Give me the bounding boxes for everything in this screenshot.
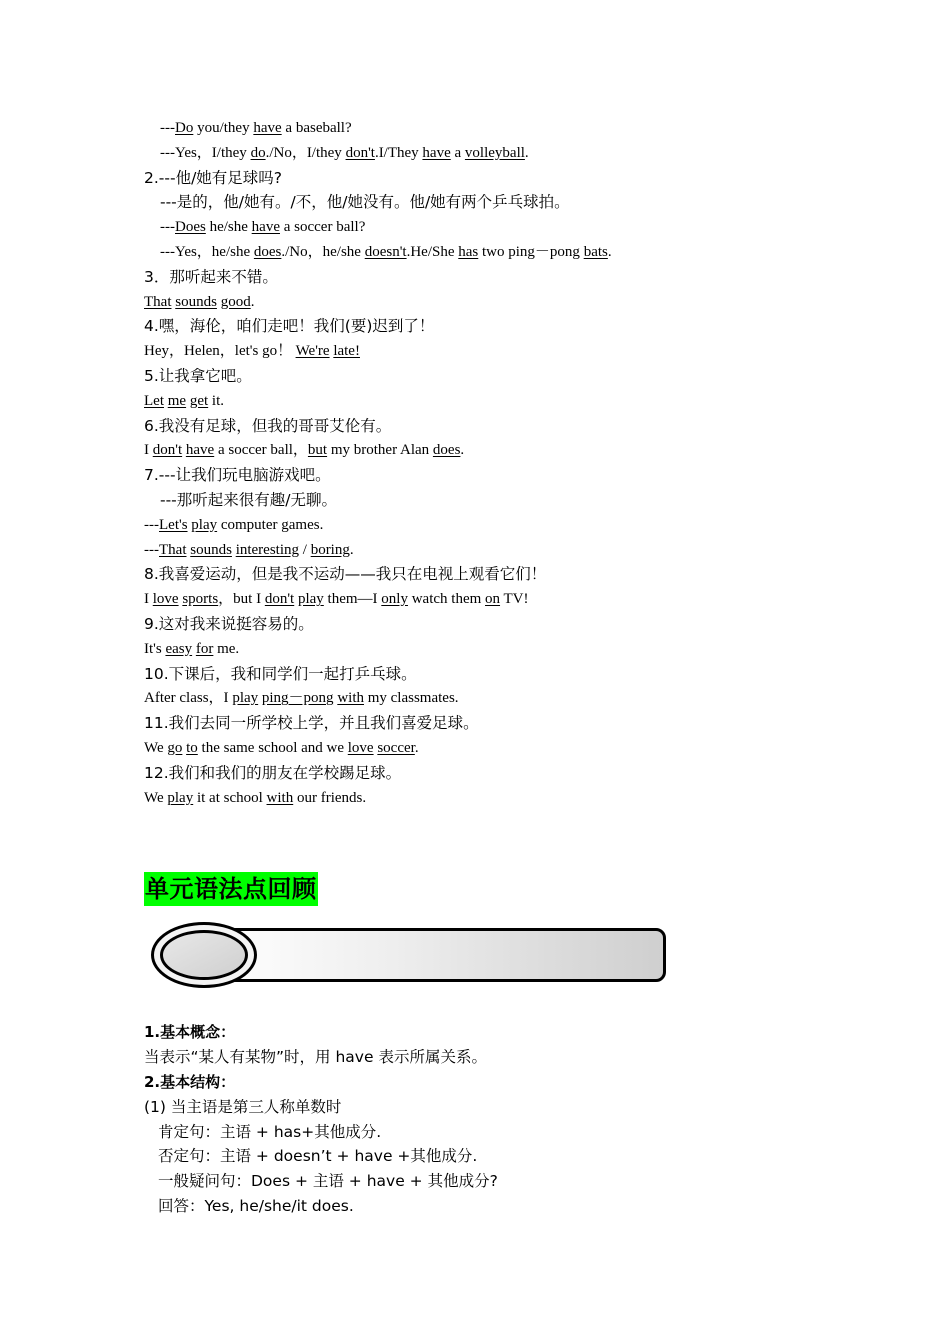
text-line: ---Do you/they have a baseball?	[160, 120, 352, 136]
text-line: ---那听起来很有趣/无聊。	[160, 490, 338, 509]
text-line: 5.让我拿它吧。	[144, 366, 252, 385]
text-line: After class，I play ping－pong with my classmates.	[144, 690, 459, 707]
grammar-text: 否定句：主语 + doesn’t + have +其他成分.	[158, 1147, 478, 1166]
section-heading-row	[144, 870, 844, 908]
grammar-heading-2: 2.基本结构：	[144, 1072, 236, 1091]
text-line: Hey，Helen，let's go！ We're late!	[144, 343, 360, 360]
text-line: 3．那听起来不错。	[144, 267, 278, 286]
text-line: ---Does he/she have a soccer ball?	[160, 219, 366, 236]
spacer	[144, 810, 844, 870]
section-heading: 单元语法点回顾	[144, 872, 318, 906]
text-line: I don't have a soccer ball，but my brother Alan does.	[144, 442, 465, 459]
text-line: It's easy for me.	[144, 640, 240, 657]
grammar-text: 当表示“某人有某物”时，用 have 表示所属关系。	[144, 1048, 487, 1067]
text-line: 6.我没有足球，但我的哥哥艾伦有。	[144, 416, 392, 435]
text-line: 11.我们去同一所学校上学，并且我们喜爱足球。	[144, 714, 479, 733]
text-line: ---Yes，he/she does./No，he/she doesn't.He/She has two ping－pong bats.	[160, 243, 612, 260]
text-line: We play it at school with our friends.	[144, 789, 367, 806]
grammar-heading-1: 1.基本概念：	[144, 1023, 236, 1042]
text-line: 10.下课后，我和同学们一起打乒乓球。	[144, 664, 417, 683]
text-line: ---是的，他/她有。/不，他/她没有。他/她有两个乒乓球拍。	[160, 193, 570, 212]
text-line: 7.---让我们玩电脑游戏吧。	[144, 466, 331, 485]
text-line: 12.我们和我们的朋友在学校踢足球。	[144, 763, 402, 782]
text-line: 8.我喜爱运动，但是我不运动——我只在电视上观看它们！	[144, 565, 547, 584]
banner-ellipse	[151, 922, 257, 988]
text-line: Let me get it.	[144, 392, 224, 409]
text-line: ---Let's play computer games.	[144, 516, 324, 533]
decorative-banner	[144, 922, 844, 1002]
banner-ellipse-inner	[160, 930, 248, 980]
text-line: 9.这对我来说挺容易的。	[144, 614, 314, 633]
banner-bar	[210, 928, 666, 982]
text-line: I love sports，but I don't play them—I only watch them on TV!	[144, 591, 529, 608]
grammar-text: (1) 当主语是第三人称单数时	[144, 1097, 342, 1116]
text-line: That sounds good.	[144, 293, 255, 310]
grammar-text: 回答：Yes, he/she/it does.	[158, 1196, 354, 1215]
document-page	[144, 116, 844, 1219]
text-line: ---Yes，I/they do./No，I/they don't.I/They have a volleyball.	[160, 144, 529, 161]
text-line: We go to the same school and we love soccer.	[144, 739, 419, 756]
text-line: ---That sounds interesting / boring.	[144, 541, 354, 558]
text-line: 4.嘿，海伦，咱们走吧！我们(要)迟到了！	[144, 317, 435, 336]
grammar-text: 肯定句：主语 + has+其他成分.	[158, 1122, 382, 1141]
text-line: 2.---他/她有足球吗?	[144, 168, 283, 187]
grammar-text: 一般疑问句：Does + 主语 + have + 其他成分?	[158, 1172, 498, 1191]
